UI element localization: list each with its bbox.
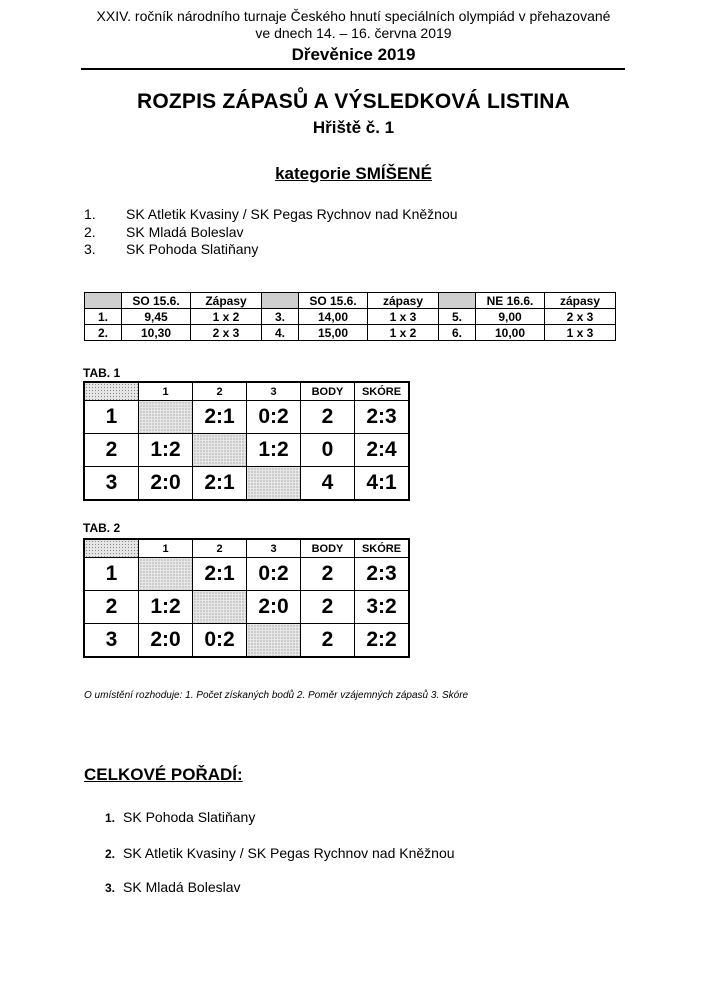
- table-row: [85, 309, 616, 325]
- table-row: [84, 434, 409, 467]
- column-header: BODY: [301, 539, 355, 558]
- table-row: [84, 591, 409, 624]
- table-cell: 1:2: [247, 434, 301, 467]
- table-cell: 3:2: [355, 591, 410, 624]
- final-ranking-title: CELKOVÉ POŘADÍ:: [84, 765, 243, 784]
- category-heading: [0, 164, 707, 184]
- table-cell: Zápasy: [191, 293, 262, 309]
- table-row: [84, 401, 409, 434]
- list-item: [84, 224, 458, 242]
- team-name: SK Mladá Boleslav: [126, 223, 244, 240]
- table-cell: 2:1: [193, 467, 247, 501]
- results-table-2: [83, 538, 410, 658]
- table-cell: 2:2: [355, 624, 410, 658]
- results-table-1: [83, 381, 410, 501]
- rank-number: 3.: [105, 881, 116, 895]
- column-header: 1: [139, 539, 193, 558]
- table-cell: 1:2: [139, 434, 193, 467]
- table-cell: [193, 591, 247, 624]
- column-header: SKÓRE: [355, 539, 410, 558]
- table-cell: 6.: [439, 325, 476, 341]
- table-cell: [439, 293, 476, 309]
- table-cell: 9,45: [122, 309, 191, 325]
- column-header: BODY: [301, 382, 355, 401]
- table-cell: 0:2: [247, 401, 301, 434]
- table-header-row: [84, 382, 409, 401]
- table-cell: NE 16.6.: [476, 293, 545, 309]
- table-cell: 3.: [262, 309, 299, 325]
- page-subtitle: Hřiště č. 1: [312, 118, 395, 137]
- table-cell: 10,00: [476, 325, 545, 341]
- header-divider: [81, 68, 625, 70]
- rank-team: SK Atletik Kvasiny / SK Pegas Rychnov nad Kněžnou: [123, 845, 455, 861]
- table-cell: 2: [301, 401, 355, 434]
- table-row: [84, 467, 409, 501]
- table-cell: 2:0: [139, 624, 193, 658]
- table-cell: 2:1: [193, 401, 247, 434]
- table-cell: zápasy: [545, 293, 616, 309]
- table-corner: [84, 539, 139, 558]
- table-cell: SO 15.6.: [122, 293, 191, 309]
- category-label: kategorie SMÍŠENÉ: [275, 164, 432, 183]
- team-list: [84, 206, 458, 259]
- table-cell: 1 x 3: [545, 325, 616, 341]
- column-header: 3: [247, 539, 301, 558]
- table-cell: 2: [301, 558, 355, 591]
- table-cell: 4.: [262, 325, 299, 341]
- table-cell: 2 x 3: [545, 309, 616, 325]
- table-cell: 1.: [85, 309, 122, 325]
- table-cell: [247, 467, 301, 501]
- list-item: [84, 241, 458, 259]
- team-number: 3.: [84, 241, 96, 257]
- venue-title: Dřevěnice 2019: [291, 45, 416, 64]
- rank-team: SK Mladá Boleslav: [123, 879, 241, 895]
- table-cell: SO 15.6.: [299, 293, 368, 309]
- table-cell: zápasy: [368, 293, 439, 309]
- final-ranking-item: [105, 845, 455, 861]
- table-cell: 1 x 2: [191, 309, 262, 325]
- row-header: 1: [84, 558, 139, 591]
- team-number: 2.: [84, 223, 96, 240]
- row-header: 3: [84, 467, 139, 501]
- table-cell: 0: [301, 434, 355, 467]
- column-header: 3: [247, 382, 301, 401]
- table-cell: 2:1: [193, 558, 247, 591]
- table-cell: [262, 293, 299, 309]
- table-row: [84, 558, 409, 591]
- table-cell: 0:2: [193, 624, 247, 658]
- table-cell: 14,00: [299, 309, 368, 325]
- table-corner: [84, 382, 139, 401]
- rank-number: 1.: [105, 811, 116, 825]
- rank-number: 2.: [105, 847, 116, 861]
- table-row: [84, 624, 409, 658]
- table-cell: 2:3: [355, 401, 410, 434]
- ranking-note: O umístění rozhoduje: 1. Počet získaných bodů 2. Poměr vzájemných zápasů 3. Skóre: [84, 690, 469, 701]
- schedule-table: [84, 292, 616, 341]
- row-header: 2: [84, 434, 139, 467]
- header-line-1: XXIV. ročník národního turnaje Českého hnutí speciálních olympiád v přehazované: [96, 8, 611, 24]
- team-name: SK Pohoda Slatiňany: [126, 241, 259, 257]
- table-header-row: [84, 539, 409, 558]
- tab1-label: TAB. 1: [83, 366, 121, 380]
- table-cell: [139, 558, 193, 591]
- table-cell: 1:2: [139, 591, 193, 624]
- table-cell: 2:0: [247, 591, 301, 624]
- row-header: 3: [84, 624, 139, 658]
- column-header: 1: [139, 382, 193, 401]
- table-cell: 4: [301, 467, 355, 501]
- table-cell: 2:0: [139, 467, 193, 501]
- table-cell: 2.: [85, 325, 122, 341]
- list-item: [84, 206, 458, 224]
- tab2-label: TAB. 2: [83, 521, 121, 535]
- schedule-header-row: [85, 293, 616, 309]
- row-header: 1: [84, 401, 139, 434]
- table-cell: 2 x 3: [191, 325, 262, 341]
- table-cell: 10,30: [122, 325, 191, 341]
- row-header: 2: [84, 591, 139, 624]
- page-title: ROZPIS ZÁPASŮ A VÝSLEDKOVÁ LISTINA: [136, 90, 571, 113]
- column-header: 2: [193, 382, 247, 401]
- column-header: SKÓRE: [355, 382, 410, 401]
- table-cell: 1 x 2: [368, 325, 439, 341]
- table-cell: [85, 293, 122, 309]
- table-cell: 2:3: [355, 558, 410, 591]
- final-ranking-item: [105, 879, 241, 895]
- team-number: 1.: [84, 206, 96, 222]
- column-header: 2: [193, 539, 247, 558]
- final-ranking-item: [105, 809, 255, 825]
- table-cell: 9,00: [476, 309, 545, 325]
- table-cell: 2: [301, 591, 355, 624]
- table-row: [85, 325, 616, 341]
- table-cell: 4:1: [355, 467, 410, 501]
- table-cell: 5.: [439, 309, 476, 325]
- table-cell: [247, 624, 301, 658]
- table-cell: 2: [301, 624, 355, 658]
- table-cell: 2:4: [355, 434, 410, 467]
- rank-team: SK Pohoda Slatiňany: [123, 809, 256, 825]
- table-cell: 15,00: [299, 325, 368, 341]
- table-cell: 0:2: [247, 558, 301, 591]
- team-name: SK Atletik Kvasiny / SK Pegas Rychnov nad Kněžnou: [126, 206, 458, 222]
- table-cell: [139, 401, 193, 434]
- header-line-2: ve dnech 14. – 16. června 2019: [255, 25, 452, 41]
- table-cell: 1 x 3: [368, 309, 439, 325]
- table-cell: [193, 434, 247, 467]
